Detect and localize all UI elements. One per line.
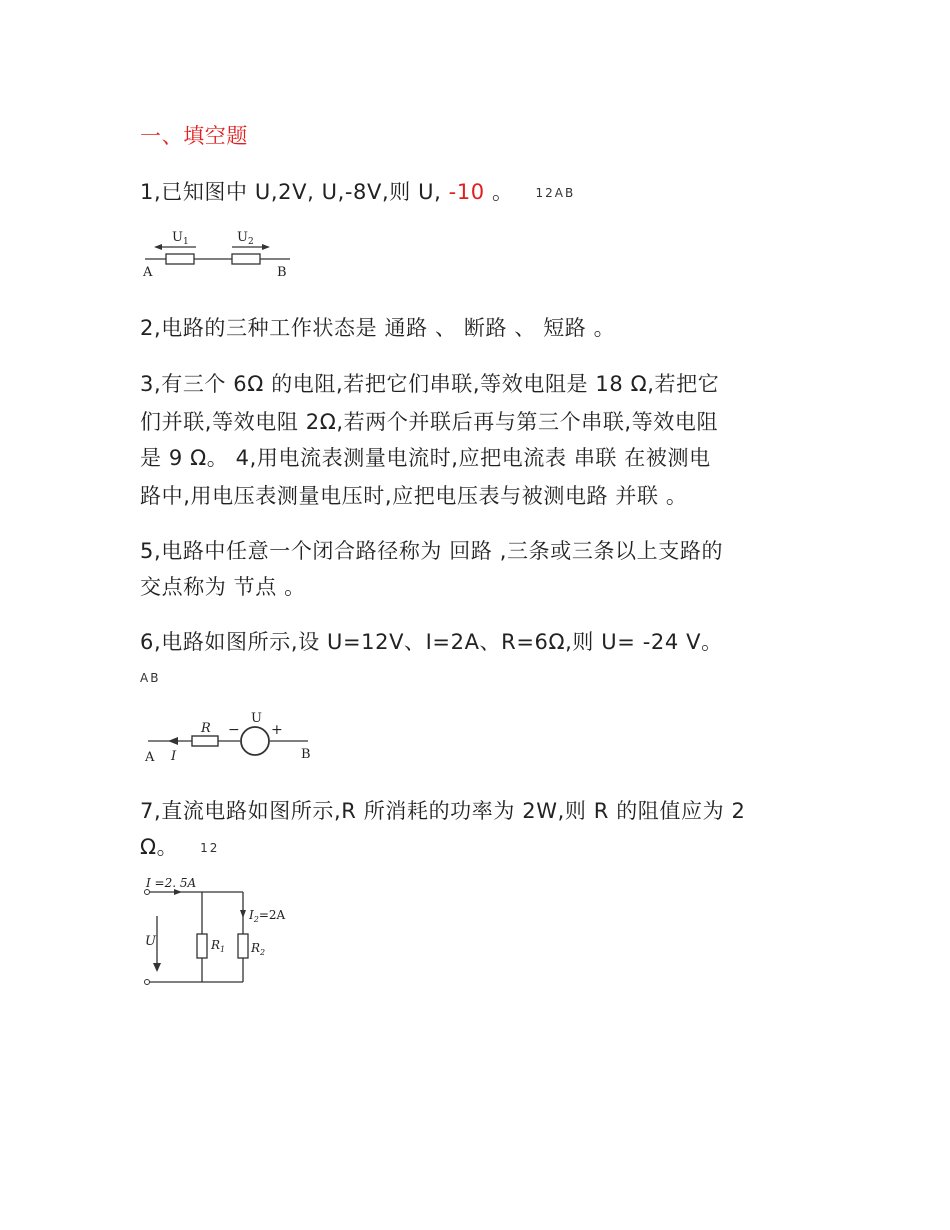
r-label: R	[201, 721, 211, 736]
u1-label: $U_1$	[172, 230, 189, 247]
figure-6-circuit	[140, 703, 320, 769]
question-7-note: 12	[200, 841, 220, 855]
question-1-answer: -10	[448, 180, 485, 204]
question-3-line-2: 们并联,等效电阻 2Ω,若两个并联后再与第三个串联,等效电阻	[140, 410, 719, 434]
question-3-line-4: 路中,用电压表测量电压时,应把电压表与被测电路 并联 。	[140, 484, 688, 508]
resistor-r2	[238, 934, 248, 958]
question-1-note: 12AB	[535, 186, 576, 200]
node-b-label: B	[277, 265, 287, 280]
u2-label: $U_2$	[237, 230, 254, 247]
question-6-note: AB	[140, 671, 161, 685]
question-6: 6,电路如图所示,设 U=12V、I=2A、R=6Ω,则 U= -24 V。	[140, 630, 723, 654]
question-7-line-2	[140, 830, 219, 865]
resistor-r	[192, 736, 218, 746]
resistor-2	[232, 254, 260, 264]
voltage-source	[241, 727, 269, 755]
resistor-1	[166, 254, 194, 264]
question-5-line-1: 5,电路中任意一个闭合路径称为 回路 ,三条或三条以上支路的	[140, 539, 724, 563]
resistor-r1	[197, 934, 207, 958]
question-3-line-1: 3,有三个 6Ω 的电阻,若把它们串联,等效电阻是 18 Ω,若把它	[140, 372, 720, 396]
r2-label: $R_2$	[251, 941, 266, 957]
question-7-line-2-text: Ω。	[140, 835, 179, 859]
current-i2-label: $I_2=2A$	[249, 908, 286, 924]
question-2: 2,电路的三种工作状态是 通路 、 断路 、 短路 。	[140, 316, 616, 340]
question-1-text: 1,已知图中 U,2V, U,-8V,则 U,	[140, 180, 449, 204]
question-3-line-3: 是 9 Ω。 4,用电流表测量电流时,应把电流表 串联 在被测电	[140, 446, 711, 470]
node-a-label: A	[145, 750, 155, 765]
section-heading: 一、填空题	[140, 124, 248, 148]
node-a-label: A	[143, 265, 153, 280]
r1-label: $R_1$	[211, 938, 226, 954]
plus-sign: +	[271, 722, 283, 738]
question-1-end: 。	[484, 180, 514, 204]
current-i-label: I =2. 5A	[146, 876, 197, 890]
node-b-label: B	[301, 747, 311, 762]
figure-1-circuit	[140, 222, 300, 284]
u-label: U	[251, 711, 262, 726]
figure-7-circuit	[140, 872, 300, 990]
minus-sign: −	[228, 722, 240, 738]
i-label: I	[171, 749, 177, 764]
question-7-line-1: 7,直流电路如图所示,R 所消耗的功率为 2W,则 R 的阻值应为 2	[140, 799, 746, 823]
question-5-line-2: 交点称为 节点 。	[140, 575, 306, 599]
current-arrow	[168, 737, 178, 745]
question-1	[140, 175, 575, 210]
voltage-u-label: U	[145, 934, 156, 949]
